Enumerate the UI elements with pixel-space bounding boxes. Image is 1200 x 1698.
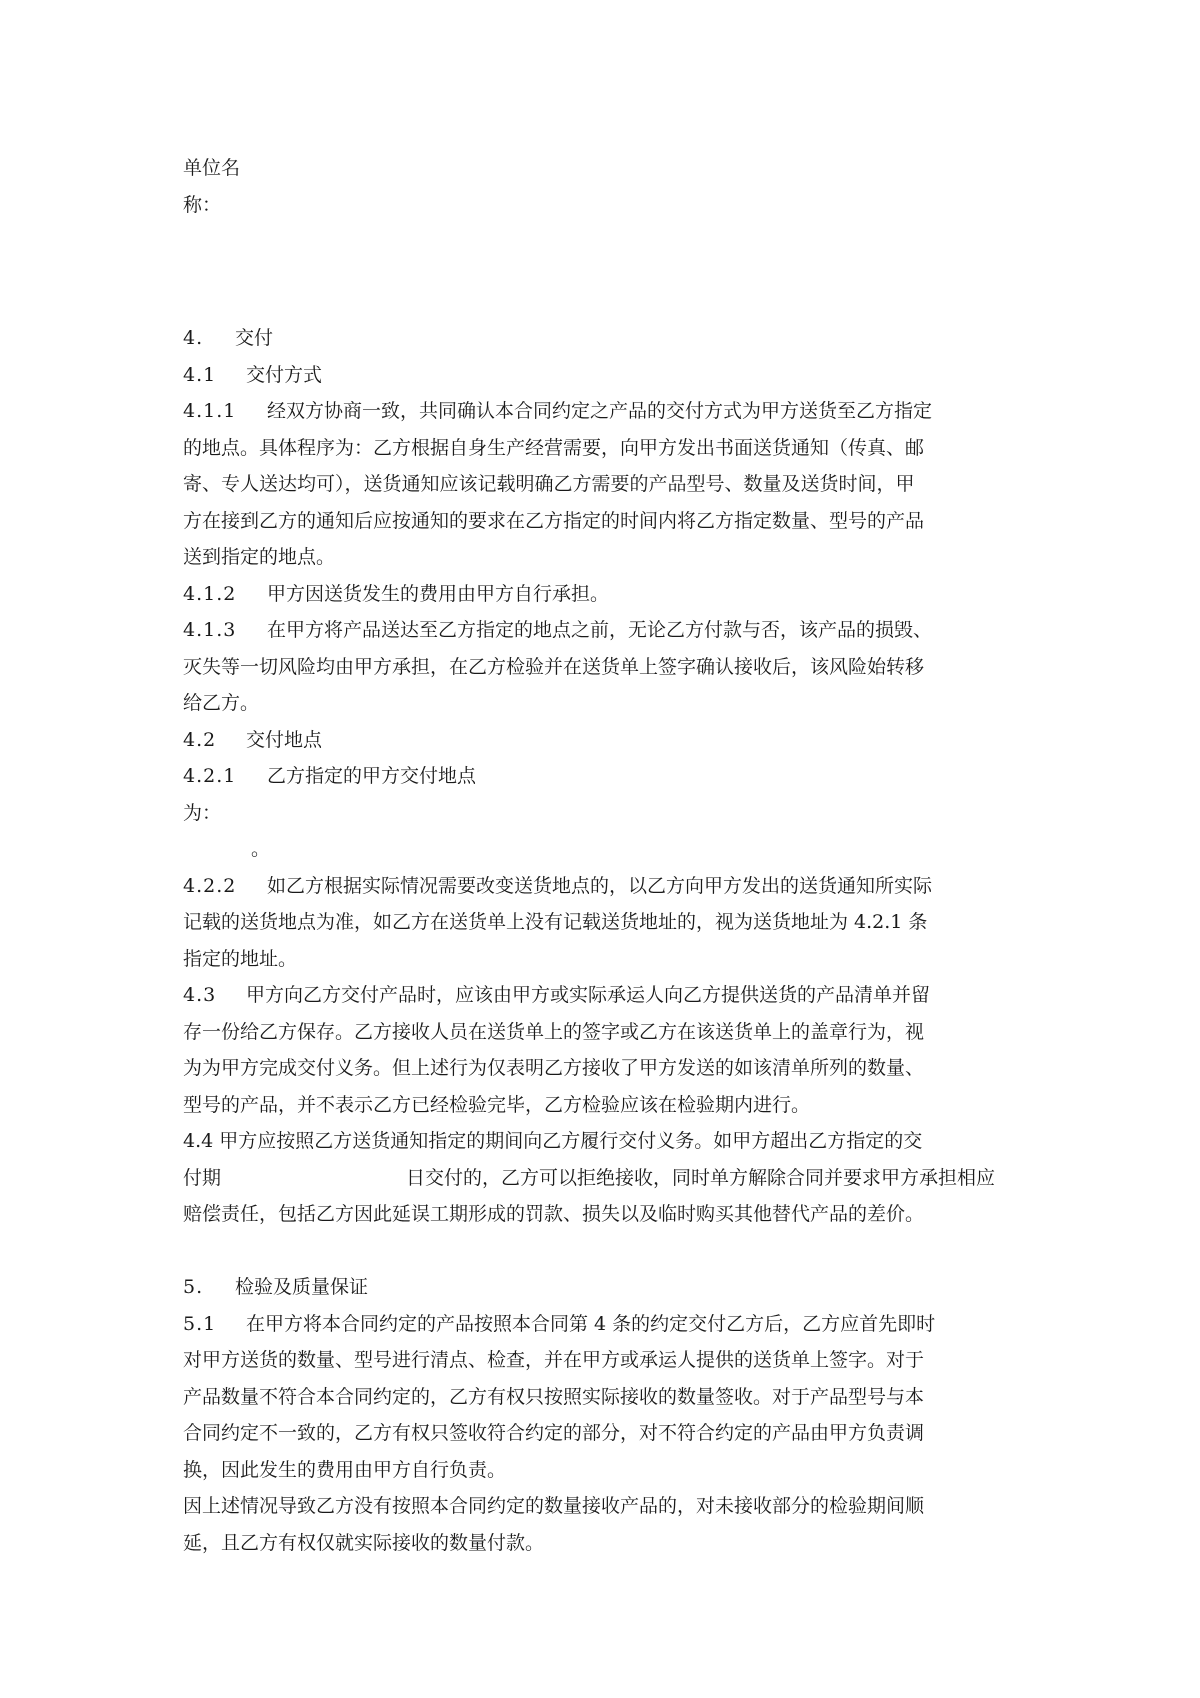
clause-4-2-2-line: 记载的送货地点为准，如乙方在送货单上没有记载送货地址的，视为送货地址为 4.2.1 条 xyxy=(183,911,928,933)
unit-name-label-line1: 单位名 xyxy=(183,157,241,179)
tail-paragraph-line: 因上述情况导致乙方没有按照本合同约定的数量接收产品的，对未接收部分的检验期间顺 xyxy=(183,1495,925,1517)
clause-4-3-line: 存一份给乙方保存。乙方接收人员在送货单上的签字或乙方在该送货单上的盖章行为，视 xyxy=(183,1020,925,1043)
clause-4-4-line: 4.4 甲方应按照乙方送货通知指定的期间向乙方履行交付义务。如甲方超出乙方指定的交 xyxy=(183,1130,923,1152)
section-5-heading xyxy=(183,1269,1023,1306)
clause-4-4-line: 赔偿责任，包括乙方因此延误工期形成的罚款、损失以及临时购买其他替代产品的差价。 xyxy=(183,1203,925,1225)
clause-5-1-line: 换，因此发生的费用由甲方自行负责。 xyxy=(183,1458,507,1481)
unit-name-label-line2: 称： xyxy=(183,193,222,216)
clause-number: 4.2.2 xyxy=(183,874,237,897)
document-page xyxy=(183,150,1023,1561)
clause-text: 在甲方将本合同约定的产品按照本合同第 4 条的约定交付乙方后，乙方应首先即时 xyxy=(246,1312,936,1335)
clause-number: 4.1.3 xyxy=(183,619,237,641)
clause-4-1-3-line xyxy=(183,612,1023,649)
section-title: 交付 xyxy=(235,327,274,349)
clause-4-3-line xyxy=(183,977,1023,1014)
clause-4-2-2-line xyxy=(183,868,1023,905)
section-4-1-heading xyxy=(183,357,1023,394)
clause-text: 甲方因送货发生的费用由甲方自行承担。 xyxy=(267,582,610,605)
tail-paragraph-line: 延，且乙方有权仅就实际接收的数量付款。 xyxy=(183,1531,545,1554)
clause-4-1-1-line: 的地点。具体程序为：乙方根据自身生产经营需要，向甲方发出书面送货通知（传真、邮 xyxy=(183,436,925,459)
clause-4-1-1-line: 方在接到乙方的通知后应按通知的要求在乙方指定的时间内将乙方指定数量、型号的产品 xyxy=(183,509,925,532)
clause-number: 4.1.1 xyxy=(183,400,237,422)
clause-4-1-1-line xyxy=(183,393,1023,430)
clause-4-1-3-line: 灭失等一切风险均由甲方承担，在乙方检验并在送货单上签字确认接收后，该风险始转移 xyxy=(183,655,925,678)
clause-5-1-line: 对甲方送货的数量、型号进行清点、检查，并在甲方或承运人提供的送货单上签字。对于 xyxy=(183,1349,925,1371)
clause-4-3-line: 型号的产品，并不表示乙方已经检验完毕，乙方检验应该在检验期内进行。 xyxy=(183,1093,811,1116)
clause-number: 5.1 xyxy=(183,1312,217,1335)
clause-4-2-1-period: 。 xyxy=(251,838,271,860)
clause-number: 4.3 xyxy=(183,984,217,1006)
clause-4-2-2-line: 指定的地址。 xyxy=(183,947,298,970)
clause-4-4-line xyxy=(183,1160,1023,1197)
clause-text: 乙方指定的甲方交付地点 xyxy=(267,765,477,787)
clause-5-1-line: 产品数量不符合本合同约定的，乙方有权只按照实际接收的数量签收。对于产品型号与本 xyxy=(183,1385,925,1408)
clause-4-2-1-line: 为： xyxy=(183,801,222,824)
section-number: 4.1 xyxy=(183,363,217,386)
clause-text: 经双方协商一致，共同确认本合同约定之产品的交付方式为甲方送货至乙方指定 xyxy=(267,400,933,422)
section-number: 4. xyxy=(183,327,204,349)
clause-text: 日交付的，乙方可以拒绝接收，同时单方解除合同并要求甲方承担相应 xyxy=(406,1166,996,1189)
clause-text: 甲方向乙方交付产品时，应该由甲方或实际承运人向乙方提供送货的产品清单并留 xyxy=(246,984,931,1006)
clause-text: 在甲方将产品送达至乙方指定的地点之前，无论乙方付款与否，该产品的损毁、 xyxy=(267,619,933,641)
clause-4-3-line: 为为甲方完成交付义务。但上述行为仅表明乙方接收了甲方发送的如该清单所列的数量、 xyxy=(183,1057,925,1079)
clause-text: 付期 xyxy=(183,1166,222,1189)
clause-4-1-3-line: 给乙方。 xyxy=(183,692,260,714)
clause-5-1-line xyxy=(183,1306,1023,1343)
clause-4-1-1-line: 寄、专人送达均可），送货通知应该记载明确乙方需要的产品型号、数量及送货时间，甲 xyxy=(183,473,915,495)
section-number: 5. xyxy=(183,1276,204,1298)
clause-5-1-line: 合同约定不一致的，乙方有权只签收符合约定的部分，对不符合约定的产品由甲方负责调 xyxy=(183,1422,925,1444)
clause-4-2-1-line xyxy=(183,758,1023,795)
clause-4-1-2-line xyxy=(183,576,1023,613)
clause-text: 如乙方根据实际情况需要改变送货地点的，以乙方向甲方发出的送货通知所实际 xyxy=(267,874,933,897)
clause-4-1-1-line: 送到指定的地点。 xyxy=(183,546,336,568)
section-4-heading xyxy=(183,320,1023,357)
section-number: 4.2 xyxy=(183,728,217,751)
clause-number: 4.1.2 xyxy=(183,582,237,605)
section-4-2-heading xyxy=(183,722,1023,759)
section-title: 检验及质量保证 xyxy=(235,1276,369,1298)
clause-number: 4.2.1 xyxy=(183,765,237,787)
section-title: 交付地点 xyxy=(246,728,323,751)
section-title: 交付方式 xyxy=(246,363,323,386)
